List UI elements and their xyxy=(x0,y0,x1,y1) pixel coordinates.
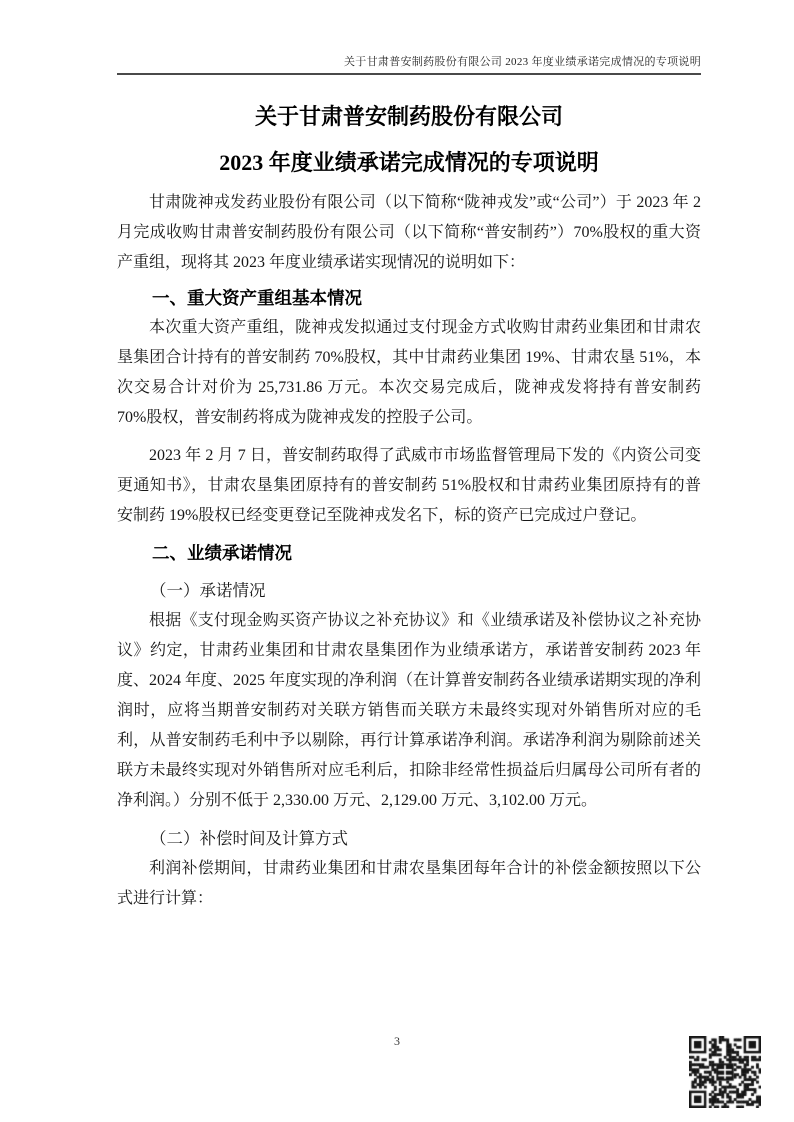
section-2-heading: 二、业绩承诺情况 xyxy=(152,543,292,563)
intro-paragraph: 甘肃陇神戎发药业股份有限公司（以下简称“陇神戎发”或“公司”）于 2023 年 2 月完成收购甘肃普安制药股份有限公司（以下简称“普安制药”）70%股权的重大资产重组，现将其 2023 年度业绩承诺实现情况的说明如下： xyxy=(117,194,701,271)
doc-title-line-2: 2023 年度业绩承诺完成情况的专项说明 xyxy=(219,150,599,175)
running-header: 关于甘肃普安制药股份有限公司 2023 年度业绩承诺完成情况的专项说明 xyxy=(344,56,701,68)
doc-title xyxy=(117,94,701,186)
qr-code-icon xyxy=(689,1036,761,1108)
header-rule xyxy=(117,73,701,75)
section-1-paragraph-1: 本次重大资产重组，陇神戎发拟通过支付现金方式收购甘肃药业集团和甘肃农垦集团合计持有的普安制药 70%股权，其中甘肃药业集团 19%、甘肃农垦 51%，本次交易合计对价为 25,731.86 万元。本次交易完成后，陇神戎发将持有普安制药 70%股权，普安制药将成为陇神戎发的控股子公司。 xyxy=(117,319,701,426)
section-1-paragraph-2: 2023 年 2 月 7 日，普安制药取得了武威市市场监督管理局下发的《内资公司变更通知书》，甘肃农垦集团原持有的普安制药 51%股权和甘肃药业集团原持有的普安制药 19%股权已经变更登记至陇神戎发名下，标的资产已完成过户登记。 xyxy=(117,447,701,524)
page-number: 3 xyxy=(394,1034,400,1048)
document-content xyxy=(117,0,701,914)
section-2-sub-1-paragraph: 根据《支付现金购买资产协议之补充协议》和《业绩承诺及补偿协议之补充协议》约定，甘肃药业集团和甘肃农垦集团作为业绩承诺方，承诺普安制药 2023 年度、2024 年度、2025 年度实现的净利润（在计算普安制药各业绩承诺期实现的净利润时，应将当期普安制药对关联方销售而关联方未最终实现对外销售所对应的毛利，从普安制药毛利中予以剔除，再行计算承诺净利润。承诺净利润为剔除前述关联方未最终实现对外销售所对应毛利后，扣除非经常性损益后归属母公司所有者的净利润。）分别不低于 2,330.00 万元、2,129.00 万元、3,102.00 万元。 xyxy=(117,612,702,809)
doc-title-line-1: 关于甘肃普安制药股份有限公司 xyxy=(254,104,563,129)
section-2-sub-2-heading: （二）补偿时间及计算方式 xyxy=(150,829,348,848)
section-2-sub-2-paragraph: 利润补偿期间，甘肃药业集团和甘肃农垦集团每年合计的补偿金额按照以下公式进行计算： xyxy=(117,860,701,907)
section-2-sub-1-heading: （一）承诺情况 xyxy=(150,581,266,600)
section-1-heading: 一、重大资产重组基本情况 xyxy=(152,288,362,308)
